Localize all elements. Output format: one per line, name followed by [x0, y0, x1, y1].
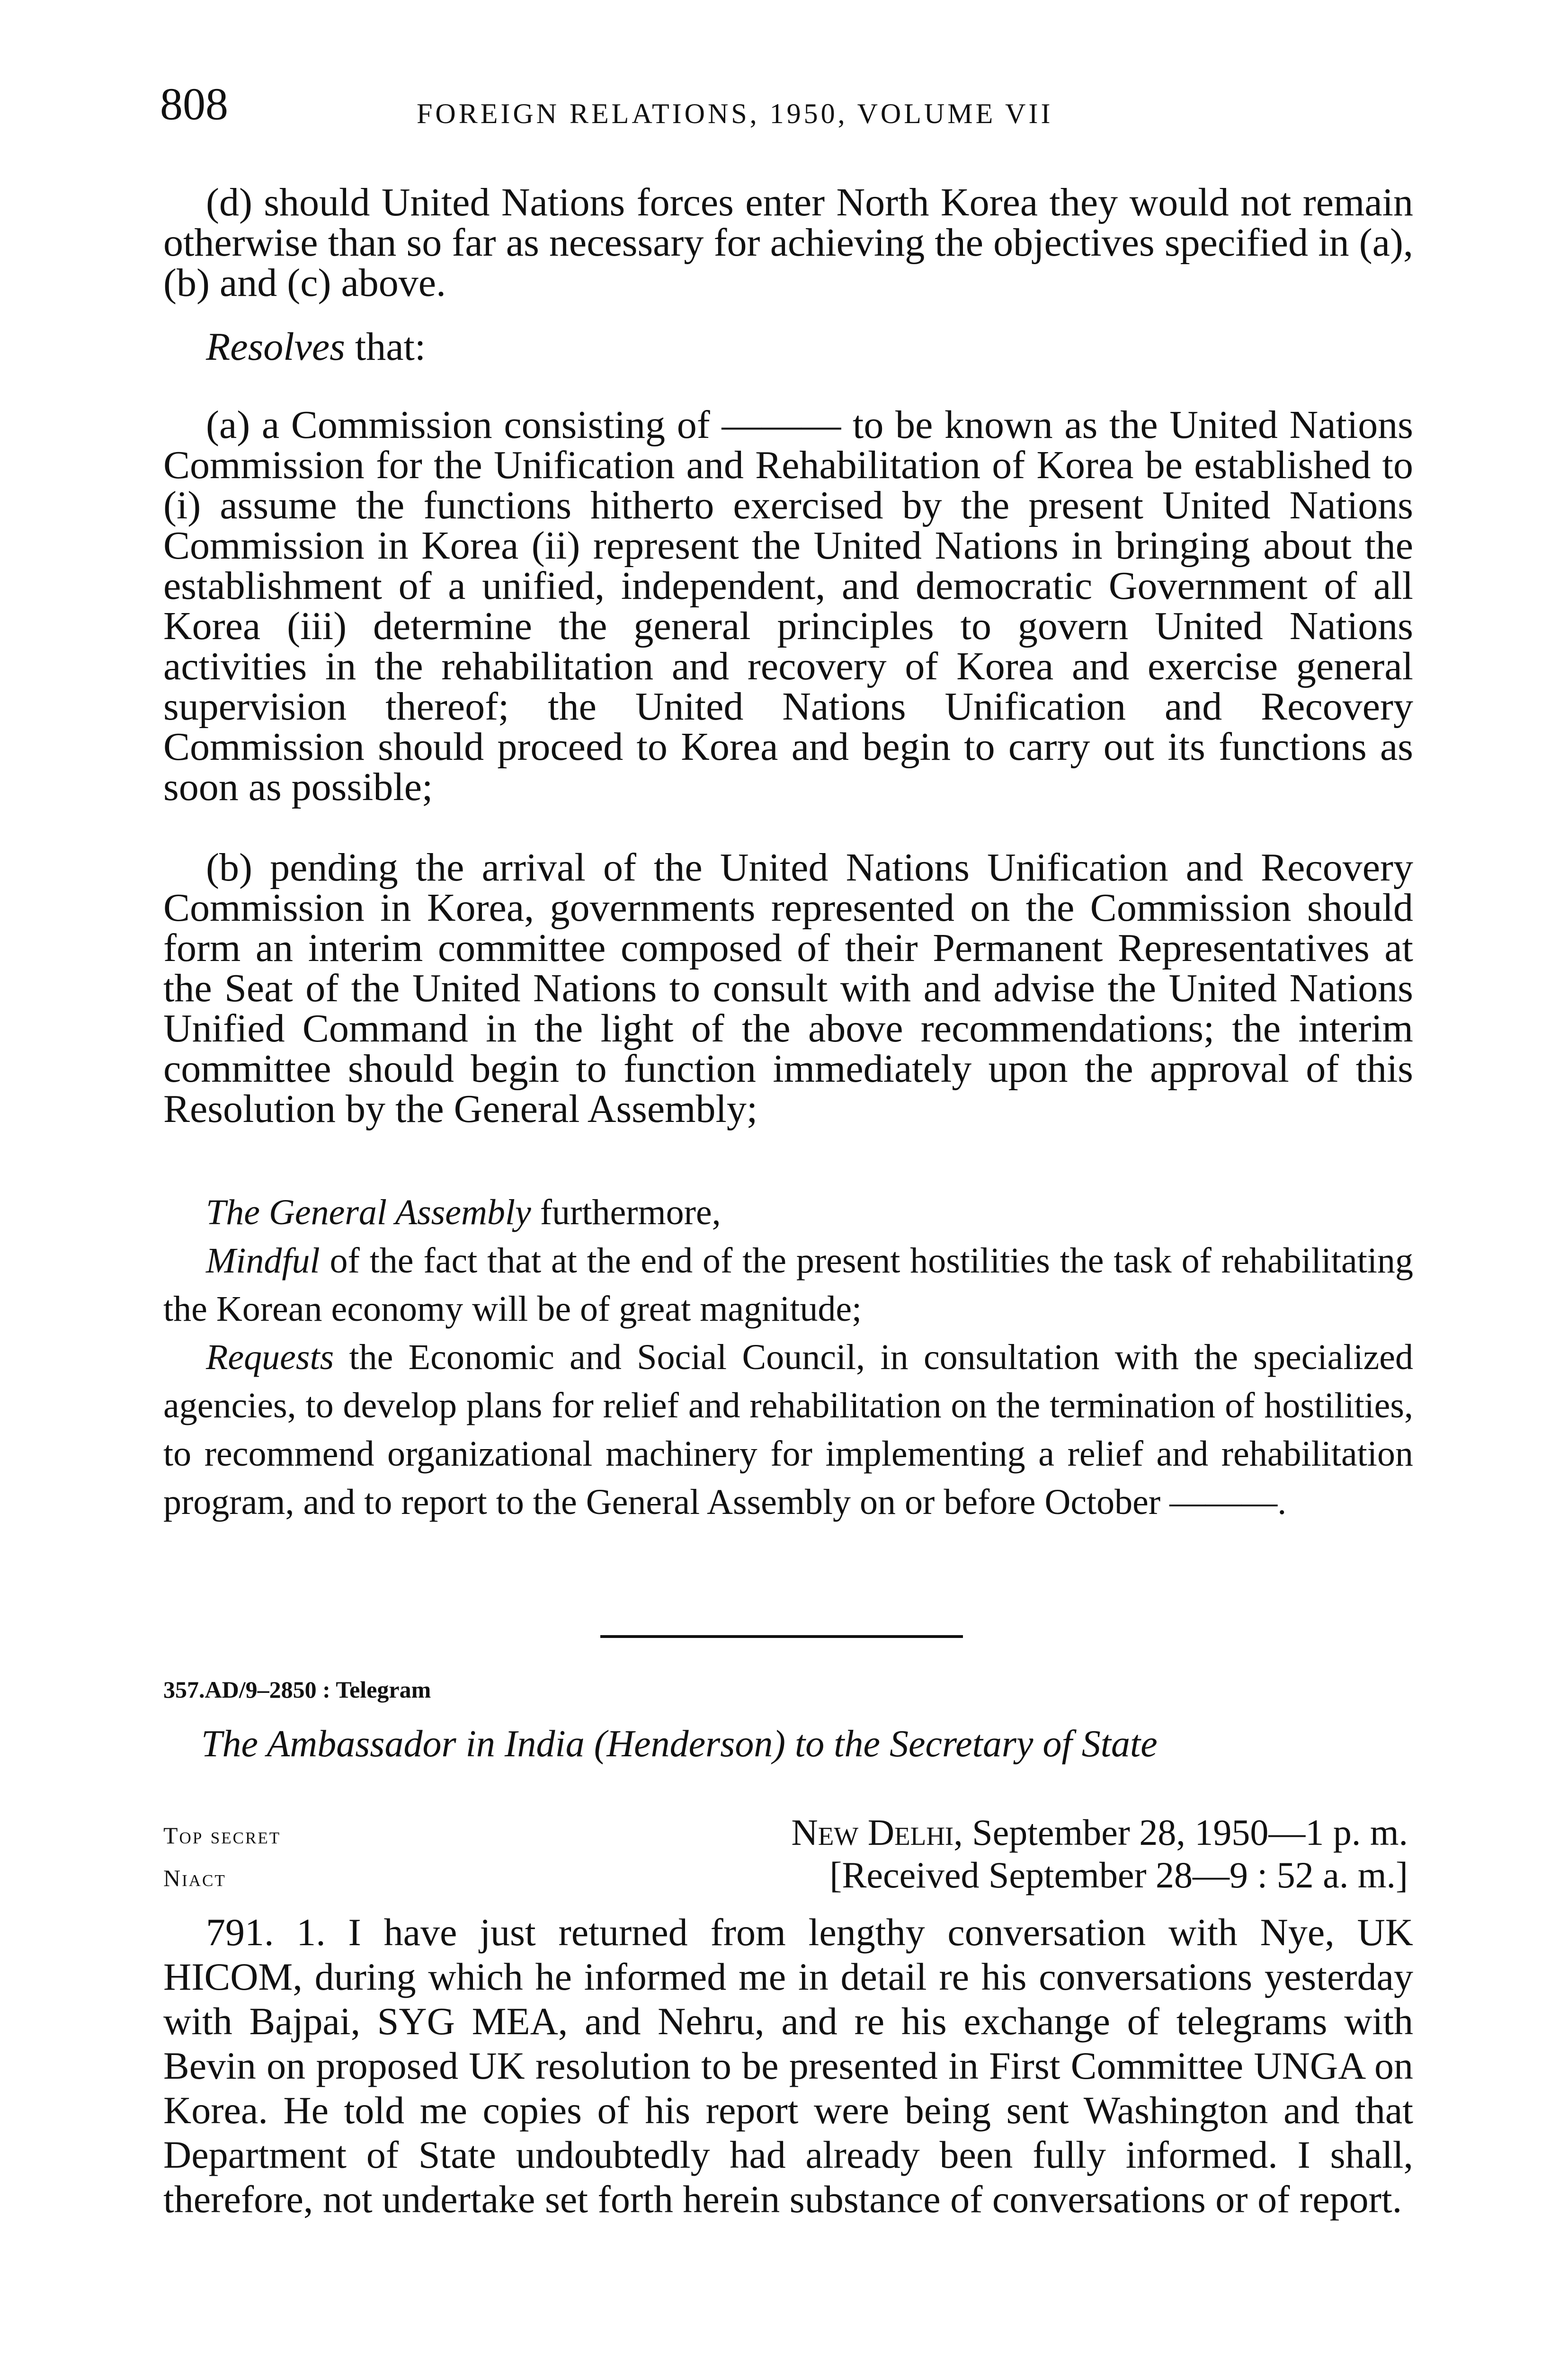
ga-italic: The General Assembly [206, 1192, 531, 1232]
dateline-date: , September 28, 1950—1 p. m. [953, 1812, 1408, 1853]
mindful-word: Mindful [206, 1241, 320, 1281]
mindful-paragraph [163, 1237, 1413, 1333]
requests-word: Requests [206, 1337, 334, 1377]
telegram-body-text: 791. 1. I have just returned from lengthy conversation with Nye, UK HICOM, during which he informed me in detail re his conversations yesterday with Bajpai, SYG MEA, and Nehru, and re his exchange of telegrams with Bevin on proposed UK resolution to be presented in First Committee UNGA on Korea. He told me copies of his report were being sent Washington and that Department of State undoubtedly had already been fully informed. I shall, therefore, not undertake set forth herein substance of conversations or of report. [163, 1911, 1413, 2221]
paragraph-b-text: (b) pending the arrival of the United Nations Unification and Recovery Commission in Korea, governments represented on the Commission should form an interim committee composed of their Permanent Representatives at the Seat of the United Nations to consult with and advise the United Nations Unified Command in the light of the above recommendations; the interim committee should begin to function immediately upon the approval of this Resolution by the General Assembly; [163, 845, 1413, 1131]
resolves-heading [163, 327, 1413, 367]
telegram-body [163, 1910, 1413, 2222]
resolves-line [163, 327, 1413, 367]
classification-label: Top secret [163, 1822, 281, 1849]
section-divider [600, 1635, 963, 1638]
page-number: 808 [160, 79, 228, 129]
general-assembly-section [163, 1188, 1413, 1526]
ga-line [163, 1188, 1413, 1237]
precedence-label: Niact [163, 1865, 226, 1891]
file-reference: 357.AD/9–2850 : Telegram [163, 1676, 431, 1703]
ga-rest: furthermore, [531, 1192, 721, 1232]
resolves-rest: that: [345, 325, 426, 369]
mindful-rest: of the fact that at the end of the present hostilities the task of rehabilitating the Korean economy will be of great magnitude; [163, 1241, 1413, 1329]
dateline-received: [Received September 28—9 : 52 a. m.] [829, 1854, 1408, 1895]
resolves-word: Resolves [206, 325, 345, 369]
paragraph-a [163, 405, 1413, 807]
paragraph-a-text: (a) a Commission consisting of ——— to be known as the United Nations Commission for the Unification and Rehabilitation of Korea be established to (i) assume the functions hitherto exercised by the present United Nations Commission in Korea (ii) represent the United Nations in bringing about the establishment of a unified, independent, and democratic Government of all Korea (iii) determine the general principles to govern United Nations activities in the rehabilitation and recovery of Korea and exercise general supervision thereof; the United Nations Unification and Recovery Commission should proceed to Korea and begin to carry out its functions as soon as possible; [163, 403, 1413, 809]
dateline-sent [791, 1814, 1408, 1851]
dateline-place: New Delhi [791, 1812, 954, 1853]
paragraph-d-text: (d) should United Nations forces enter North Korea they would not remain otherwise than so far as necessary for achieving the objectives specified in (a), (b) and (c) above. [163, 180, 1413, 305]
running-head: FOREIGN RELATIONS, 1950, VOLUME VII [417, 98, 1053, 129]
paragraph-d [163, 182, 1413, 303]
requests-paragraph [163, 1333, 1413, 1526]
paragraph-b [163, 847, 1413, 1129]
telegram-title: The Ambassador in India (Henderson) to the Secretary of State [201, 1723, 1158, 1765]
requests-rest: the Economic and Social Council, in consultation with the specialized agencies, to develop plans for relief and rehabilitation on the termination of hostilities, to recommend organizational machinery for implementing a relief and rehabilitation program, and to report to the General Assembly on or before October ———. [163, 1337, 1413, 1522]
